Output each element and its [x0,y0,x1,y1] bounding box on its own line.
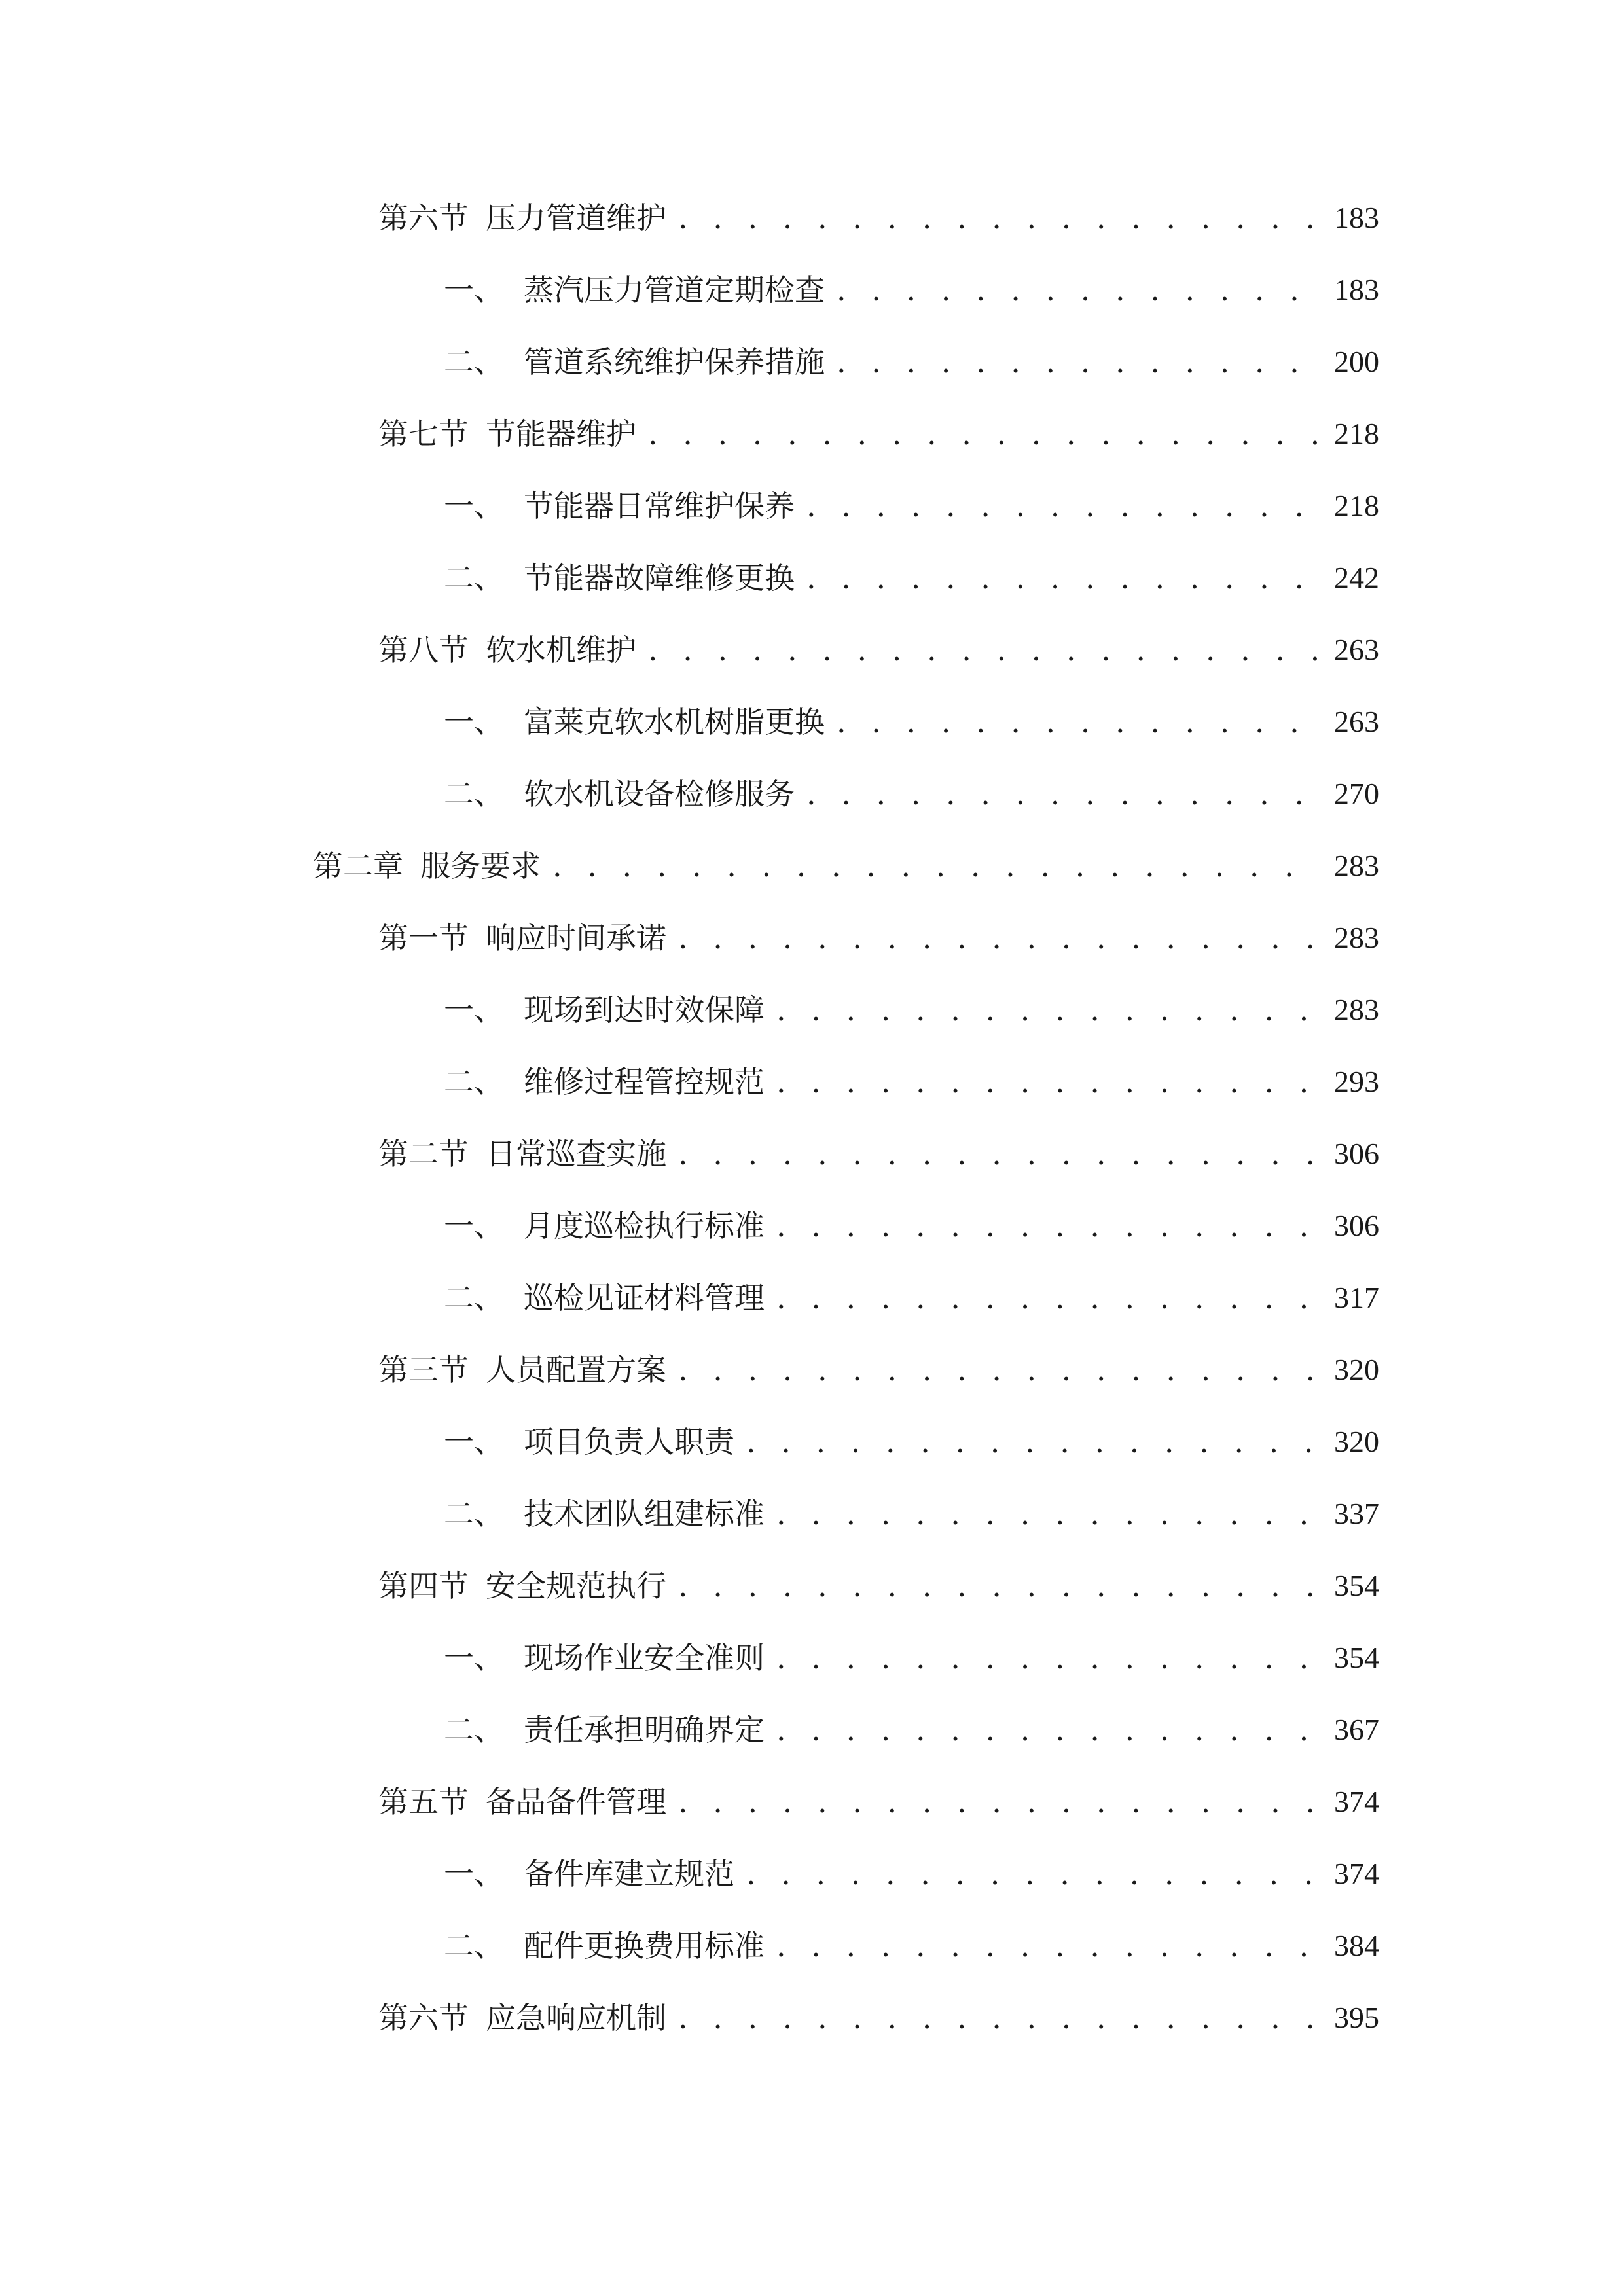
toc-entry-title: 蒸汽压力管道定期检查 [524,272,825,308]
toc-entry-number: 第七节 [378,416,469,452]
table-of-contents [0,182,1624,2054]
toc-entry-title: 压力管道维护 [486,200,666,236]
toc-entry[interactable] [0,686,1624,758]
dot-leader [678,1550,1322,1622]
toc-entry-page-number: 384 [1334,1929,1379,1962]
dot-leader [776,1190,1322,1262]
toc-entry-number: 一、 [444,488,504,524]
toc-entry-page-number: 317 [1334,1281,1379,1314]
toc-entry-number: 第三节 [378,1352,469,1388]
toc-entry-title: 富莱克软水机树脂更换 [524,704,825,740]
toc-entry-page-number: 367 [1334,1713,1379,1746]
dot-leader [552,830,1322,902]
toc-entry-title: 维修过程管控规范 [524,1064,765,1100]
toc-entry[interactable] [0,1046,1624,1118]
dot-leader [806,542,1322,614]
dot-leader [806,758,1322,830]
toc-entry-title: 软水机维护 [486,632,636,668]
toc-entry-number: 二、 [444,1496,504,1532]
toc-entry-number: 一、 [444,992,504,1028]
toc-entry[interactable] [0,1190,1624,1262]
toc-entry-number: 一、 [444,272,504,308]
toc-entry-page-number: 263 [1334,705,1379,738]
dot-leader [776,1046,1322,1118]
toc-entry-chapter[interactable] [0,830,1624,902]
toc-entry-page-number: 183 [1334,201,1379,234]
dot-leader [776,1910,1322,1982]
toc-entry-number: 二、 [444,1712,504,1748]
toc-entry-number: 第四节 [378,1568,469,1604]
toc-entry-title: 配件更换费用标准 [524,1928,765,1964]
toc-entry[interactable] [0,470,1624,542]
toc-entry-number: 第六节 [378,200,469,236]
toc-entry-page-number: 270 [1334,777,1379,810]
toc-entry-title: 软水机设备检修服务 [524,776,795,812]
dot-leader [776,1478,1322,1550]
toc-entry-page-number: 293 [1334,1065,1379,1098]
toc-entry-title: 技术团队组建标准 [524,1496,765,1532]
toc-entry[interactable] [0,1262,1624,1334]
dot-leader [837,254,1322,326]
dot-leader [648,398,1322,470]
toc-entry-number: 第二节 [378,1136,469,1172]
toc-entry-number: 二、 [444,1928,504,1964]
toc-entry-number: 第二章 [313,848,403,884]
dot-leader [776,1262,1322,1334]
toc-entry-page-number: 218 [1334,489,1379,522]
toc-entry-title: 服务要求 [420,848,541,884]
toc-entry-page-number: 183 [1334,273,1379,306]
toc-entry-title: 节能器维护 [486,416,636,452]
toc-entry-title: 响应时间承诺 [486,920,666,956]
toc-entry-page-number: 263 [1334,633,1379,666]
toc-entry[interactable] [0,1910,1624,1982]
toc-entry-page-number: 374 [1334,1785,1379,1818]
toc-entry[interactable] [0,1118,1624,1190]
toc-entry-number: 第八节 [378,632,469,668]
toc-entry-number: 第一节 [378,920,469,956]
dot-leader [837,326,1322,398]
toc-entry[interactable] [0,542,1624,614]
toc-entry-number: 第五节 [378,1784,469,1820]
toc-entry-page-number: 306 [1334,1209,1379,1242]
toc-entry-page-number: 200 [1334,345,1379,378]
toc-entry-number: 一、 [444,1424,504,1460]
toc-entry-number: 二、 [444,560,504,596]
dot-leader [746,1838,1322,1910]
dot-leader [678,1118,1322,1190]
toc-entry-number: 第六节 [378,2000,469,2036]
toc-entry[interactable] [0,326,1624,398]
toc-entry[interactable] [0,1406,1624,1478]
toc-entry-title: 节能器故障维修更换 [524,560,795,596]
toc-entry[interactable] [0,1766,1624,1838]
toc-entry-page-number: 337 [1334,1497,1379,1530]
toc-entry-title: 项目负责人职责 [524,1424,734,1460]
toc-entry[interactable] [0,614,1624,686]
dot-leader [648,614,1322,686]
toc-entry-number: 一、 [444,1208,504,1244]
toc-entry[interactable] [0,1694,1624,1766]
toc-entry[interactable] [0,1334,1624,1406]
toc-entry-number: 一、 [444,704,504,740]
toc-entry-page-number: 306 [1334,1137,1379,1170]
toc-entry-title: 应急响应机制 [486,2000,666,2036]
toc-entry-number: 二、 [444,1064,504,1100]
toc-entry[interactable] [0,902,1624,974]
toc-entry-title: 现场作业安全准则 [524,1640,765,1676]
toc-entry-page-number: 374 [1334,1857,1379,1890]
toc-entry[interactable] [0,254,1624,326]
toc-entry-title: 现场到达时效保障 [524,992,765,1028]
toc-entry-title: 日常巡查实施 [486,1136,666,1172]
toc-entry[interactable] [0,758,1624,830]
toc-entry-title: 责任承担明确界定 [524,1712,765,1748]
dot-leader [837,686,1322,758]
dot-leader [678,902,1322,974]
toc-entry-page-number: 283 [1334,921,1379,954]
toc-entry-title: 节能器日常维护保养 [524,488,795,524]
toc-entry-title: 管道系统维护保养措施 [524,344,825,380]
dot-leader [806,470,1322,542]
toc-entry[interactable] [0,1622,1624,1694]
toc-entry-page-number: 320 [1334,1353,1379,1386]
toc-entry[interactable] [0,398,1624,470]
toc-entry-title: 人员配置方案 [486,1352,666,1388]
toc-entry-number: 二、 [444,776,504,812]
toc-entry-page-number: 354 [1334,1569,1379,1602]
toc-entry[interactable] [0,1982,1624,2054]
toc-entry-page-number: 218 [1334,417,1379,450]
dot-leader [746,1406,1322,1478]
dot-leader [678,1766,1322,1838]
toc-entry-number: 一、 [444,1856,504,1892]
toc-entry[interactable] [0,1550,1624,1622]
toc-entry-number: 二、 [444,344,504,380]
dot-leader [776,1694,1322,1766]
toc-entry-page-number: 242 [1334,561,1379,594]
toc-entry[interactable] [0,974,1624,1046]
toc-entry[interactable] [0,182,1624,254]
toc-entry-page-number: 395 [1334,2001,1379,2034]
toc-entry[interactable] [0,1478,1624,1550]
dot-leader [678,182,1322,254]
toc-entry-page-number: 283 [1334,849,1379,882]
toc-entry-page-number: 354 [1334,1641,1379,1674]
dot-leader [776,974,1322,1046]
toc-entry-title: 巡检见证材料管理 [524,1280,765,1316]
toc-entry-number: 一、 [444,1640,504,1676]
dot-leader [678,1334,1322,1406]
toc-entry-page-number: 320 [1334,1425,1379,1458]
dot-leader [678,1982,1322,2054]
toc-entry-page-number: 283 [1334,993,1379,1026]
toc-entry-number: 二、 [444,1280,504,1316]
toc-entry-title: 备件库建立规范 [524,1856,734,1892]
dot-leader [776,1622,1322,1694]
toc-entry[interactable] [0,1838,1624,1910]
toc-entry-title: 备品备件管理 [486,1784,666,1820]
toc-entry-title: 月度巡检执行标准 [524,1208,765,1244]
toc-entry-title: 安全规范执行 [486,1568,666,1604]
